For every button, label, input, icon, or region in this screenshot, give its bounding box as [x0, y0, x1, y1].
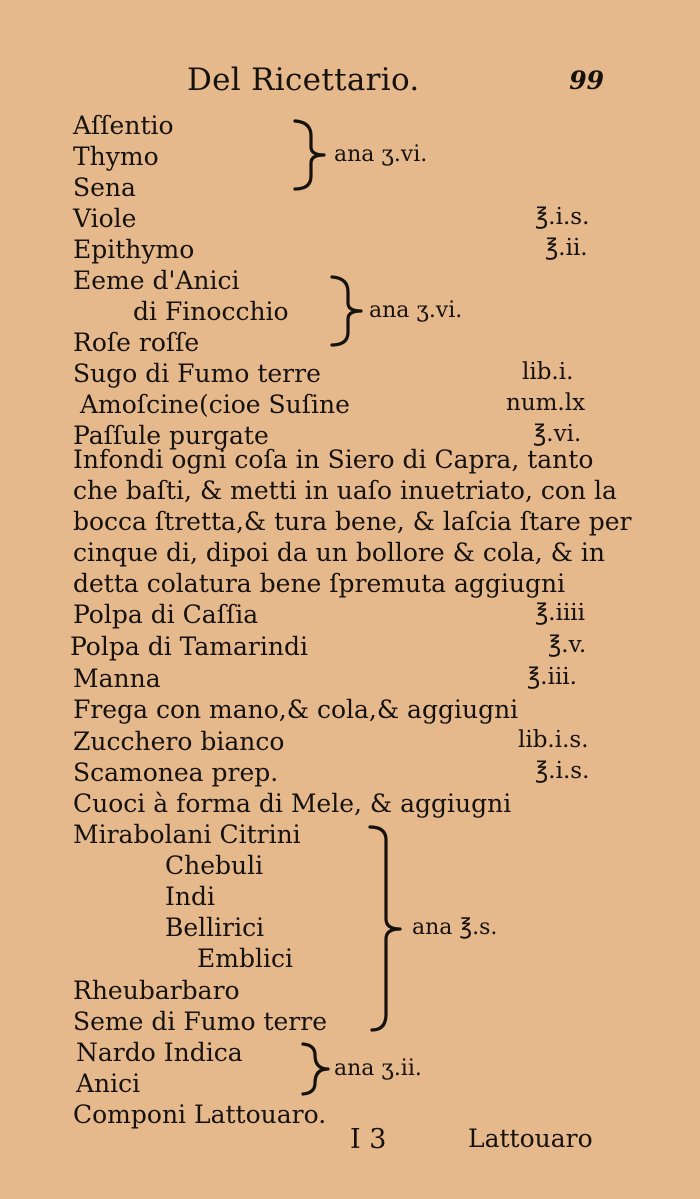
- group-label: ana ʒ.ii.: [334, 1056, 422, 1081]
- ingredient-name: Sugo di Fumo terre: [73, 359, 321, 388]
- signature-mark: I 3: [350, 1124, 387, 1155]
- ingredient-name: Paſſule purgate: [73, 421, 269, 450]
- ingredient-amount: ℥.i.s.: [535, 204, 590, 230]
- ingredient-name: Polpa di Tamarindi: [70, 632, 308, 661]
- ingredient-amount: lib.i.: [522, 359, 574, 385]
- brace-icon: [327, 274, 369, 348]
- paragraph-line: che baſti, & metti in uaſo inuetriato, con la: [73, 476, 617, 505]
- paragraph-line: cinque di, dipoi da un bollore & cola, & in: [73, 538, 605, 567]
- ingredient-name: Nardo Indica: [76, 1038, 243, 1067]
- ingredient-amount: ℥.v.: [548, 632, 587, 658]
- catchword: Lattouaro: [468, 1124, 593, 1153]
- ingredient-name: Chebuli: [165, 851, 264, 880]
- instruction-line: Cuoci à forma di Mele, & aggiugni: [73, 789, 512, 818]
- group-label: ana ℥.s.: [412, 915, 498, 940]
- ingredient-name: Emblici: [197, 944, 293, 973]
- ingredient-name: Amoſcine(cioe Suſine: [80, 390, 350, 419]
- brace-icon: [298, 1042, 336, 1096]
- ingredient-name: Aſſentio: [73, 111, 174, 140]
- ingredient-amount: ℥.ii.: [545, 235, 588, 261]
- ingredient-name: Roſe roſſe: [73, 328, 200, 357]
- group-label: ana ʒ.vi.: [369, 298, 463, 323]
- ingredient-name: Mirabolani Citrini: [73, 820, 301, 849]
- brace-icon: [368, 824, 410, 1034]
- ingredient-amount: ℥.iiii: [535, 600, 586, 626]
- ingredient-amount: lib.i.s.: [518, 727, 589, 753]
- ingredient-name: Rheubarbaro: [73, 976, 240, 1005]
- page-number: 99: [569, 66, 604, 95]
- ingredient-name: Zucchero bianco: [73, 727, 285, 756]
- ingredient-name: Epithymo: [73, 235, 195, 264]
- page-header-title: Del Ricettario.: [187, 62, 420, 98]
- ingredient-name: Scamonea prep.: [73, 758, 279, 787]
- ingredient-amount: ℥.iii.: [527, 664, 577, 690]
- ingredient-name: Eeme d'Anici: [73, 266, 240, 295]
- instruction-line: Frega con mano,& cola,& aggiugni: [73, 695, 519, 724]
- paragraph-line: Infondi ogni coſa in Siero di Capra, tanto: [73, 445, 594, 474]
- group-label: ana ʒ.vi.: [334, 142, 428, 167]
- paragraph-line: bocca ſtretta,& tura bene, & laſcia ſtare per: [73, 507, 632, 536]
- ingredient-amount: num.lx: [506, 390, 586, 416]
- closing-instruction: Componi Lattouaro.: [73, 1100, 327, 1129]
- ingredient-amount: ℥.i.s.: [535, 758, 590, 784]
- ingredient-name: di Finocchio: [133, 297, 289, 326]
- paragraph-line: detta colatura bene ſpremuta aggiugni: [73, 569, 566, 598]
- ingredient-amount: ℥.vi.: [533, 421, 582, 447]
- ingredient-name: Bellirici: [165, 913, 265, 942]
- brace-icon: [290, 118, 332, 192]
- ingredient-name: Thymo: [73, 142, 159, 171]
- ingredient-name: Indi: [165, 882, 215, 911]
- ingredient-name: Seme di Fumo terre: [73, 1007, 328, 1036]
- ingredient-name: Manna: [73, 664, 161, 693]
- ingredient-name: Polpa di Caſſia: [73, 600, 259, 629]
- ingredient-name: Viole: [73, 204, 137, 233]
- ingredient-name: Sena: [73, 173, 136, 202]
- ingredient-name: Anici: [76, 1069, 141, 1098]
